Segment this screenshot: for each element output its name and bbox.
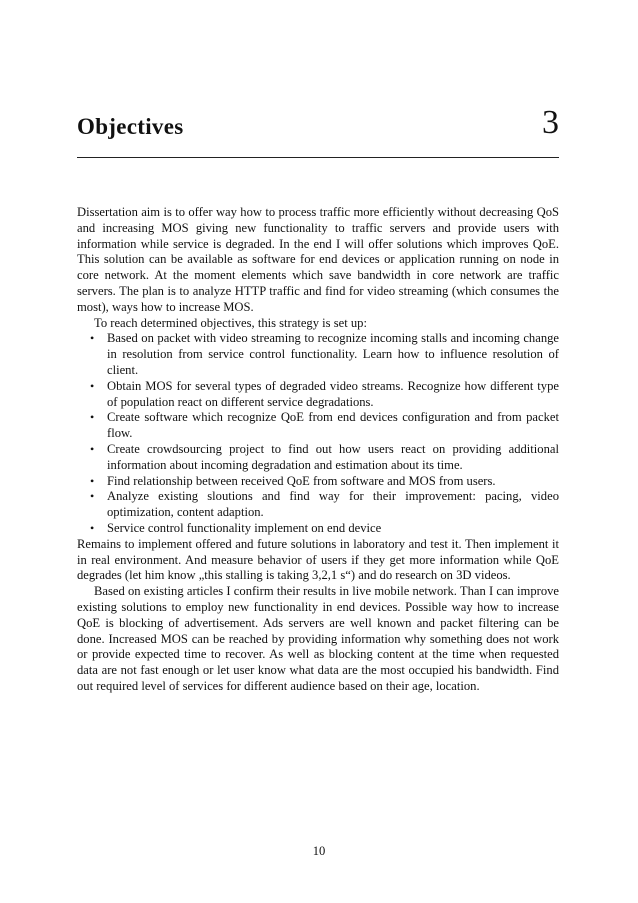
list-item-text: Find relationship between received QoE from software and MOS from users. [107, 473, 496, 488]
bullet-icon: • [90, 489, 95, 504]
bullet-icon: • [90, 520, 95, 535]
list-item-text: Based on packet with video streaming to recognize incoming stalls and incoming change in resolution from service control functionality. Learn how to influence resolution of client. [107, 331, 559, 377]
bullet-icon: • [90, 441, 95, 456]
chapter-header [77, 100, 559, 144]
chapter-number: 3 [542, 104, 559, 141]
list-item [77, 442, 559, 474]
list-item [77, 474, 559, 490]
list-item [77, 331, 559, 378]
chapter-title: Objectives [77, 114, 184, 139]
chapter-divider [77, 157, 559, 158]
list-item [77, 521, 559, 537]
list-item-text: Obtain MOS for several types of degraded video streams. Recognize how different type of population react on different service degradations. [107, 378, 559, 409]
list-item-text: Service control functionality implement on end device [107, 520, 382, 535]
objectives-list [77, 331, 559, 536]
list-item [77, 410, 559, 442]
intro-paragraph: Dissertation aim is to offer way how to process traffic more efficiently without decreasing QoS and increasing MOS giving new functionality to traffic servers and provide users with information while service is degraded. In the end I will offer solutions which improves QoE. This solution can be available as software for end devices or application running on node in core network. At the moment elements which save bandwidth in core network are traffic servers. The plan is to analyze HTTP traffic and find for video streaming (which consumes the most), ways how to increase MOS. [77, 205, 559, 314]
list-item-text: Analyze existing sloutions and find way for their improvement: pacing, video optimization, content adaption. [107, 489, 559, 520]
chapter-body [77, 205, 559, 695]
list-item [77, 379, 559, 411]
based-paragraph: Based on existing articles I confirm their results in live mobile network. Than I can improve existing solutions to employ new functionality in end devices. Possible way how to increase QoE is blocking of advertisement. Ads servers are well known and packet filtering can be done. Increased MOS can be reached by providing information why something does not work or provide expected time to recover. As well as blocking content at the time when requested data are not fast enough or let user know what data are the most occupied his bandwidth. Find out required level of services for different audience based on their age, location. [77, 584, 559, 693]
page-number: 10 [312, 844, 326, 858]
bullet-icon: • [90, 331, 95, 346]
list-item-text: Create software which recognize QoE from end devices configuration and from packet flow. [107, 410, 559, 441]
strategy-paragraph: To reach determined objectives, this strategy is set up: [94, 315, 367, 330]
list-item [77, 489, 559, 521]
list-item-text: Create crowdsourcing project to find out how users react on providing additional information about incoming degradation and estimation about its time. [107, 441, 559, 472]
bullet-icon: • [90, 410, 95, 425]
remains-paragraph: Remains to implement offered and future solutions in laboratory and test it. Then implement it in real environment. And measure behavior of users if they get more information while QoE degrades (let him know „this stalling is taking 3,2,1 s“) and do research on 3D videos. [77, 536, 559, 583]
bullet-icon: • [90, 378, 95, 393]
bullet-icon: • [90, 473, 95, 488]
